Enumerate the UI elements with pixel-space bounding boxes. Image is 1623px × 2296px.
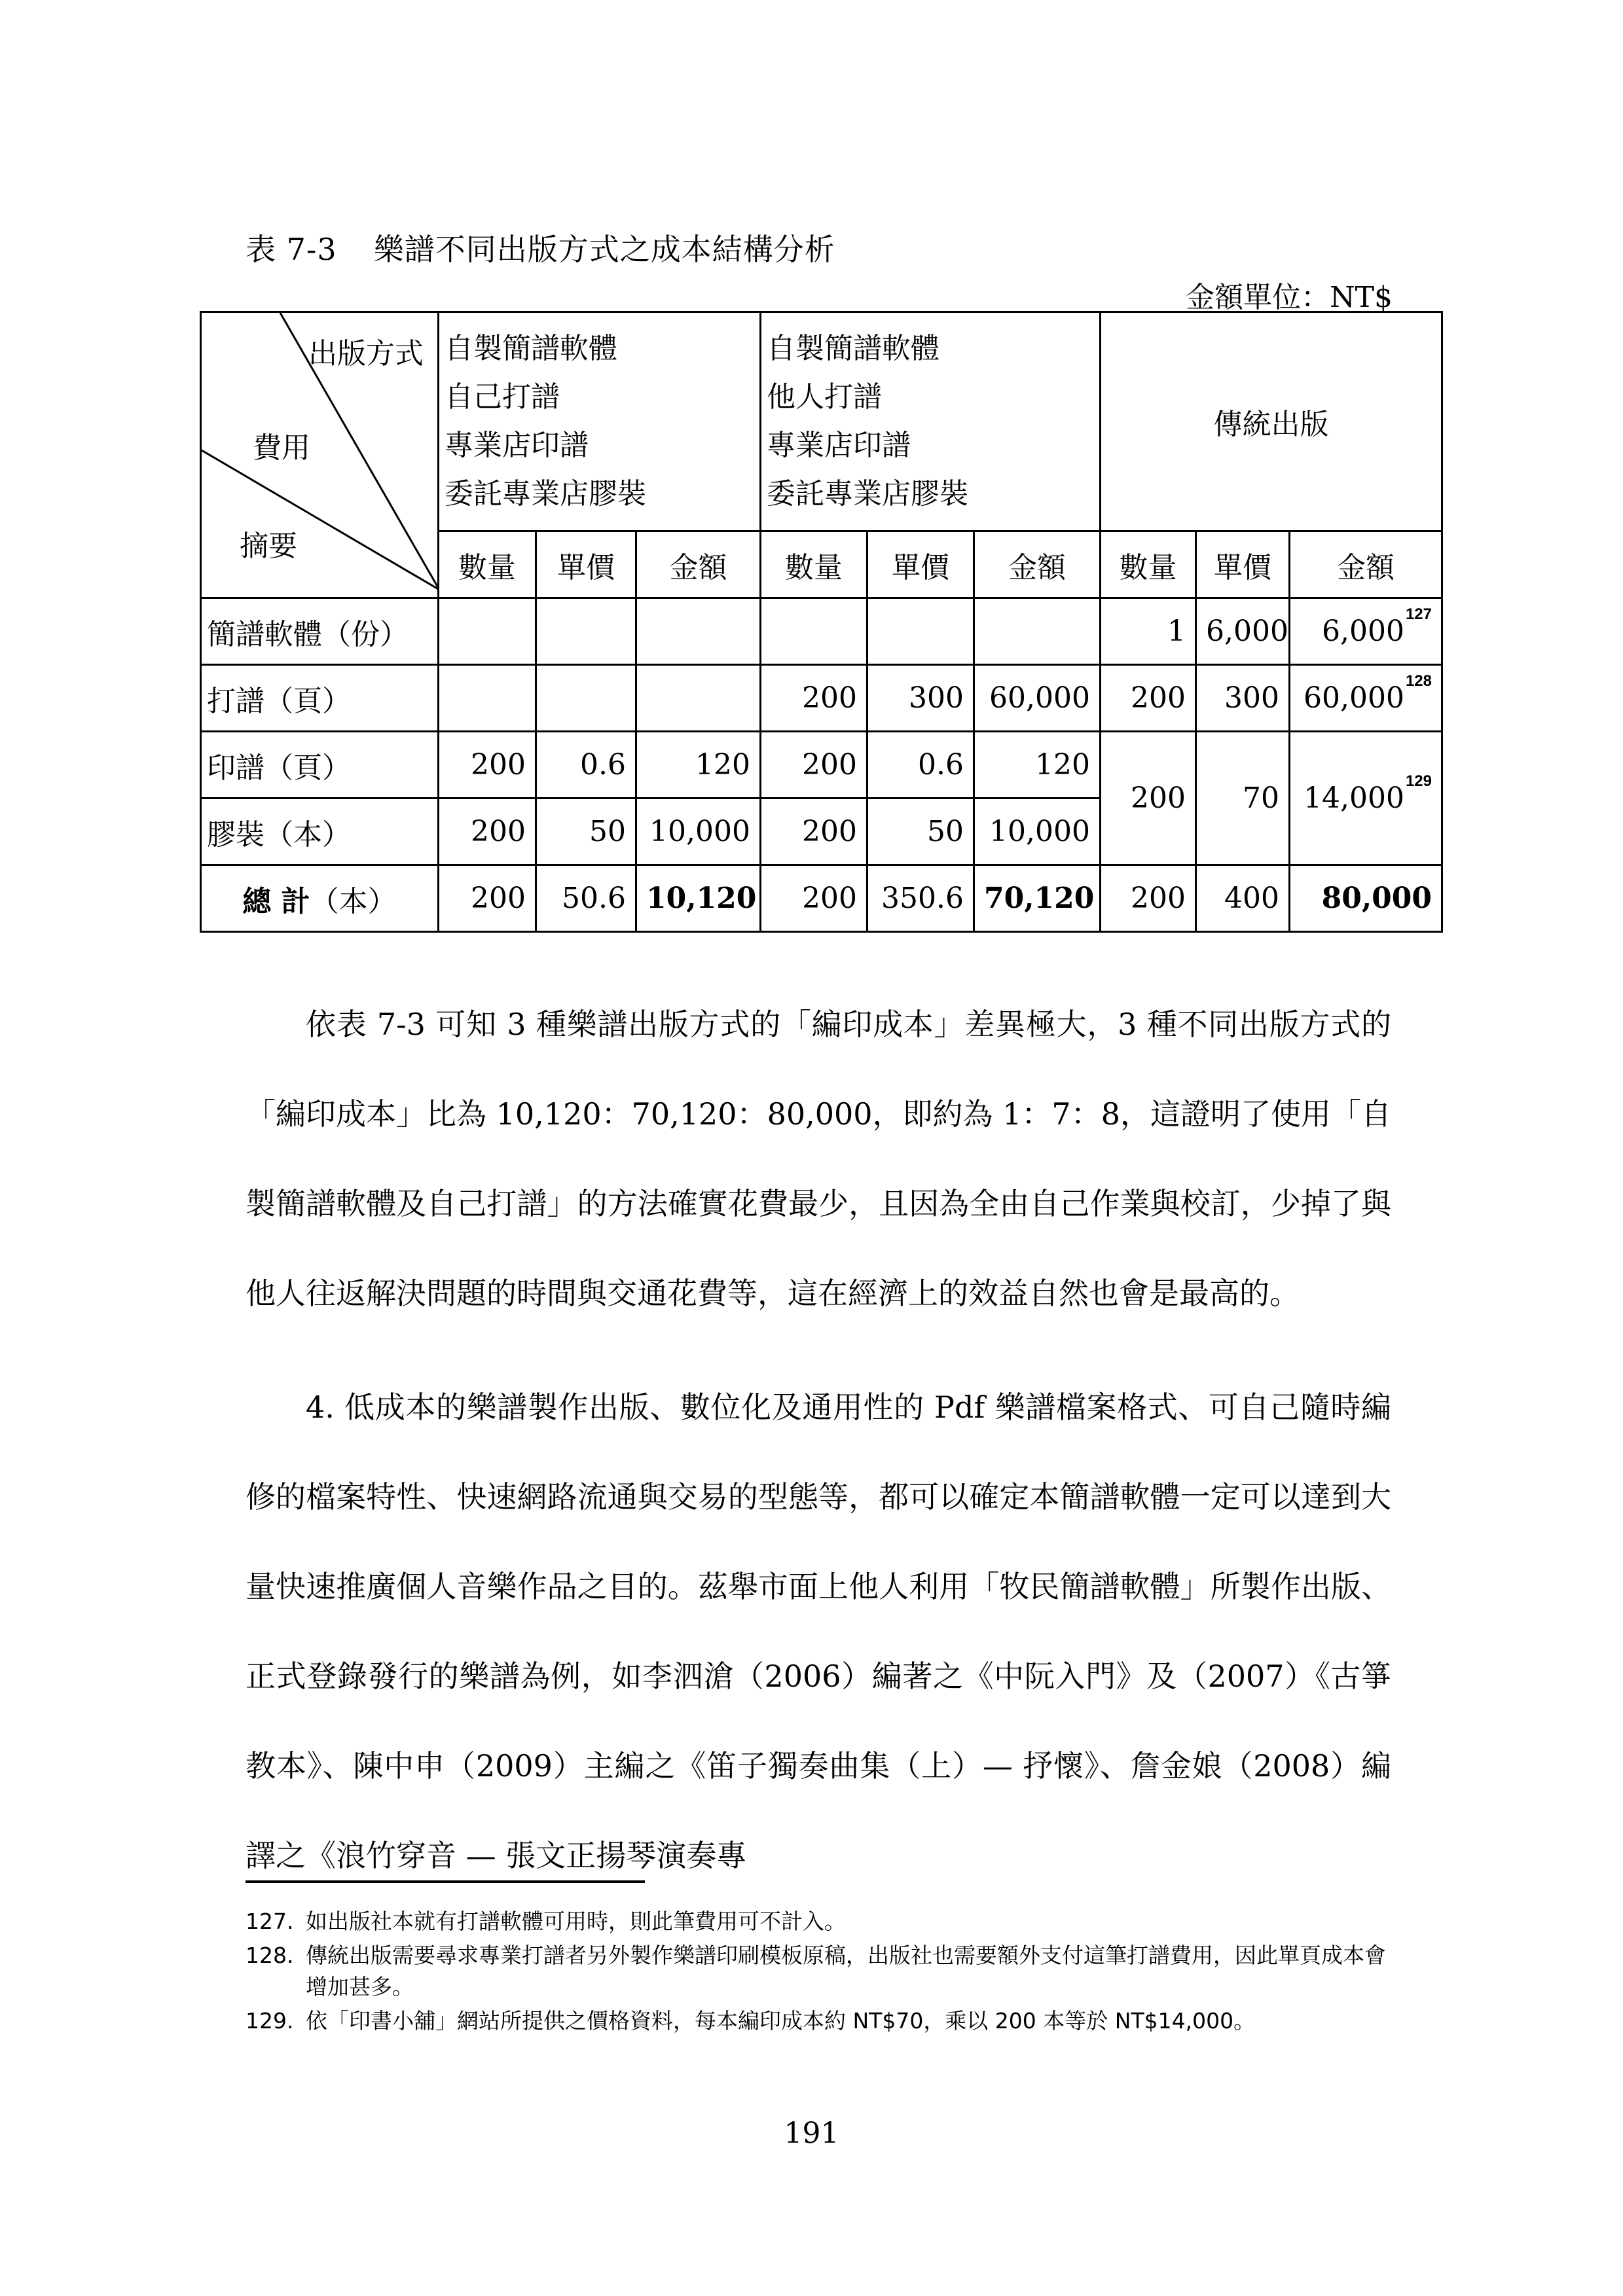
- total-label: 總 計: [242, 884, 310, 918]
- col-header-qty: 數量: [439, 531, 536, 598]
- footnote-text: 傳統出版需要尋求專業打譜者另外製作樂譜印刷模板原稿，出版社也需要額外支付這筆打譜費用，因此單頁成本會增加甚多。: [306, 1943, 1386, 2000]
- corner-label-summary: 摘要: [240, 529, 297, 563]
- cell-value: 60,000: [1303, 681, 1404, 715]
- table-row: [201, 665, 1442, 732]
- col-header-price: 單價: [536, 531, 636, 598]
- cell: 0.6: [536, 732, 636, 798]
- cell: 120: [636, 732, 761, 798]
- corner-label-cost: 費用: [253, 431, 310, 465]
- footnote-number: 127.: [246, 1909, 294, 1934]
- footnote: [246, 1906, 1398, 1937]
- cell: 200: [439, 732, 536, 798]
- col-header-price: 單價: [1196, 531, 1290, 598]
- table-number: 表 7-3: [246, 232, 337, 267]
- cell: 200: [1101, 865, 1196, 932]
- method-line: 自製簡譜軟體: [767, 332, 939, 365]
- cell: [636, 598, 761, 665]
- cell: [761, 598, 867, 665]
- total-label-unit: （本）: [310, 884, 397, 918]
- method-header-self: [439, 312, 761, 531]
- table-row: [201, 598, 1442, 665]
- method-line: 專業店印譜: [445, 429, 589, 462]
- cell: 50: [867, 798, 974, 865]
- cell: [636, 665, 761, 732]
- cell: 10,000: [636, 798, 761, 865]
- cell: 300: [1196, 665, 1290, 732]
- table-title: 樂譜不同出版方式之成本結構分析: [373, 232, 835, 267]
- footnote-ref: 129: [1405, 772, 1432, 790]
- footnote-number: 129.: [246, 2008, 294, 2034]
- cell: [1290, 665, 1442, 732]
- table-caption: [246, 226, 835, 269]
- cell: 120: [974, 732, 1101, 798]
- cell: 200: [439, 798, 536, 865]
- currency-unit: 金額單位：NT$: [1186, 281, 1393, 314]
- cell: 200: [761, 732, 867, 798]
- cell: 80,000: [1290, 865, 1442, 932]
- table-corner-cell: [201, 312, 439, 598]
- method-line: 委託專業店膠裝: [767, 477, 968, 511]
- row-label: 簡譜軟體（份）: [201, 598, 439, 665]
- method-line: 委託專業店膠裝: [445, 477, 646, 511]
- cell: 1: [1101, 598, 1196, 665]
- cell: 350.6: [867, 865, 974, 932]
- cost-structure-table: [200, 311, 1443, 933]
- table-row: [201, 732, 1442, 798]
- cell: 50.6: [536, 865, 636, 932]
- corner-label-method: 出版方式: [308, 337, 424, 370]
- footnote-text: 依「印書小舖」網站所提供之價格資料，每本編印成本約 NT$70，乘以 200 本等於 NT$14,000。: [306, 2008, 1256, 2034]
- cell: [536, 598, 636, 665]
- cell: [536, 665, 636, 732]
- table-total-row: [201, 865, 1442, 932]
- col-header-amount: 金額: [636, 531, 761, 598]
- row-label: 膠裝（本）: [201, 798, 439, 865]
- cell: [974, 598, 1101, 665]
- cell: 6,000: [1196, 598, 1290, 665]
- cell: 200: [1101, 665, 1196, 732]
- cell: 60,000: [974, 665, 1101, 732]
- cell: 400: [1196, 865, 1290, 932]
- cell: [439, 665, 536, 732]
- footnotes: [246, 1906, 1398, 2039]
- row-label: [201, 865, 439, 932]
- cell: 10,120: [636, 865, 761, 932]
- col-header-qty: 數量: [1101, 531, 1196, 598]
- body-paragraph: [246, 1363, 1391, 1901]
- row-label: 印譜（頁）: [201, 732, 439, 798]
- cell: 70: [1196, 732, 1290, 865]
- footnote-ref: 128: [1405, 672, 1432, 690]
- method-line: 自己打譜: [445, 380, 560, 414]
- col-header-amount: 金額: [1290, 531, 1442, 598]
- cell: [439, 598, 536, 665]
- method-line: 自製簡譜軟體: [445, 332, 617, 365]
- cell: 200: [761, 798, 867, 865]
- cell: [867, 598, 974, 665]
- cell: 10,000: [974, 798, 1101, 865]
- footnote: [246, 2005, 1398, 2037]
- cell-value: 6,000: [1321, 615, 1404, 648]
- cell: 200: [761, 665, 867, 732]
- method-header-others: [761, 312, 1101, 531]
- page-number: 191: [784, 2117, 839, 2150]
- paragraph-text: 依表 7-3 可知 3 種樂譜出版方式的「編印成本」差異極大，3 種不同出版方式的「編印成本」比為 10,120：70,120：80,000，即約為 1：7：8，這證明了使用「自製簡譜軟體及自己打譜」的方法確實花費最少，且因為全由自己作業與校訂，少掉了與他人往返解決問題的時間與交通花費等，這在經濟上的效益自然也會是最高的。: [246, 1007, 1391, 1311]
- cell: 0.6: [867, 732, 974, 798]
- col-header-amount: 金額: [974, 531, 1101, 598]
- footnote: [246, 1940, 1398, 2003]
- cell: 200: [1101, 732, 1196, 865]
- method-line: 他人打譜: [767, 380, 882, 414]
- method-line: 專業店印譜: [767, 429, 911, 462]
- paragraph-text: 4. 低成本的樂譜製作出版、數位化及通用性的 Pdf 樂譜檔案格式、可自己隨時編修的檔案特性、快速網路流通與交易的型態等，都可以確定本簡譜軟體一定可以達到大量快速推廣個人音樂作品之目的。茲舉市面上他人利用「牧民簡譜軟體」所製作出版、正式登錄發行的樂譜為例，如李泗滄（2006）編著之《中阮入門》及（2007）《古箏教本》、陳中申（2009）主編之《笛子獨奏曲集（上）— 抒懷》、詹金娘（2008）編譯之《浪竹穿音 — 張文正揚琴演奏專: [246, 1390, 1391, 1873]
- cell: [1290, 732, 1442, 865]
- col-header-qty: 數量: [761, 531, 867, 598]
- cell: 200: [439, 865, 536, 932]
- body-paragraph: [246, 980, 1391, 1338]
- cell: 50: [536, 798, 636, 865]
- cell-value: 14,000: [1303, 781, 1404, 815]
- footnote-number: 128.: [246, 1943, 294, 1968]
- footnote-text: 如出版社本就有打譜軟體可用時，則此筆費用可不計入。: [306, 1909, 846, 1934]
- method-header-traditional: 傳統出版: [1101, 312, 1442, 531]
- cell: [1290, 598, 1442, 665]
- cell: 70,120: [974, 865, 1101, 932]
- cell: 300: [867, 665, 974, 732]
- col-header-price: 單價: [867, 531, 974, 598]
- footnote-separator: [246, 1880, 645, 1883]
- cell: 200: [761, 865, 867, 932]
- footnote-ref: 127: [1405, 605, 1432, 623]
- row-label: 打譜（頁）: [201, 665, 439, 732]
